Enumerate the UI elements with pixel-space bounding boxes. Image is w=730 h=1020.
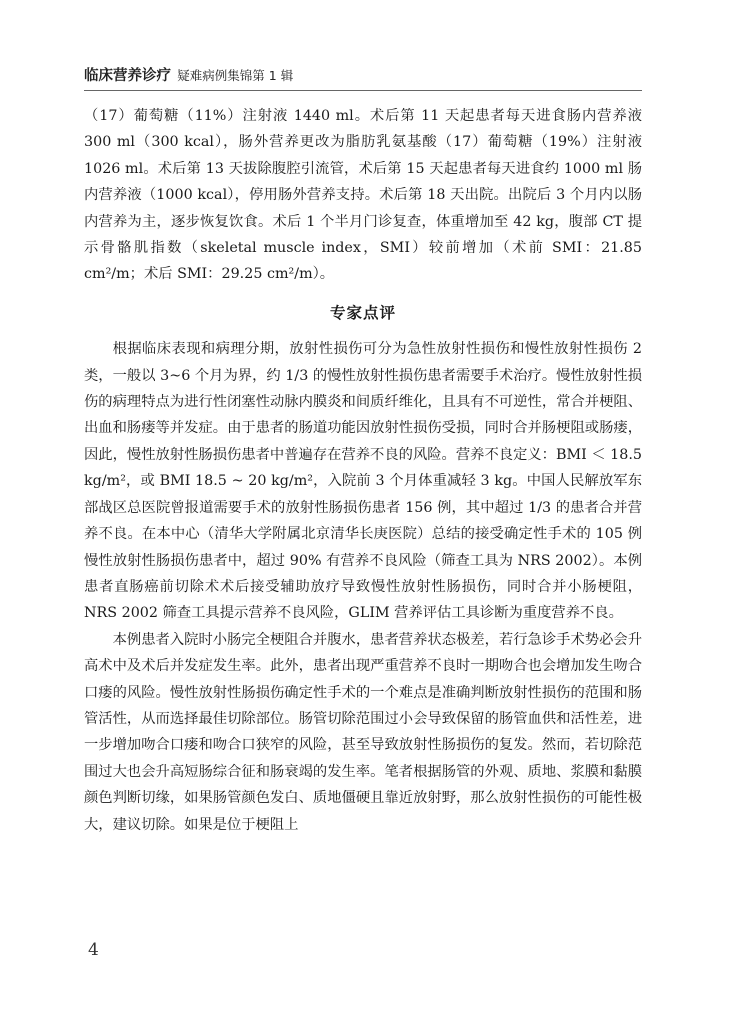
page-body [84, 103, 642, 838]
paragraph-expert-comment-2: 本例患者入院时小肠完全梗阻合并腹水，患者营养状态极差，若行急诊手术势必会升高术中及术后并发症发生率。此外，患者出现严重营养不良时一期吻合也会增加发生吻合口瘘的风险。慢性放射性肠损伤确定性手术的一个难点是准确判断放射性损伤的范围和肠管活性，从而选择最佳切除部位。肠管切除范围过小会导致保留的肠管血供和活性差，进一步增加吻合口瘘和吻合口狭窄的风险，甚至导致放射性肠损伤的复发。然而，若切除范围过大也会升高短肠综合征和肠衰竭的发生率。笔者根据肠管的外观、质地、浆膜和黏膜颜色判断切缘，如果肠管颜色发白、质地僵硬且靠近放射野，那么放射性损伤的可能性极大，建议切除。如果是位于梗阻上 [84, 631, 642, 833]
book-subtitle: 疑难病例集锦第 1 辑 [177, 68, 294, 83]
book-title: 临床营养诊疗 [84, 68, 171, 84]
running-header [84, 64, 293, 85]
paragraph-continuation: （17）葡萄糖（11%）注射液 1440 ml。术后第 11 天起患者每天进食肠内营养液 300 ml（300 kcal），肠外营养更改为脂肪乳氨基酸（17）葡萄糖（19%）注射液 1026 ml。术后第 13 天拔除腹腔引流管，术后第 15 天起患者每天进食约 1000 ml 肠内营养液（1000 kcal），停用肠外营养支持。术后第 18 天出院。出院后 3 个月内以肠内营养为主，逐步恢复饮食。术后 1 个半月门诊复查，体重增加至 42 kg，腹部 CT 提示骨骼肌指数（skeletal muscle index，SMI）较前增加（术前 SMI：21.85 cm²/m；术后 SMI：29.25 cm²/m）。 [84, 108, 643, 283]
header-divider [84, 90, 642, 91]
paragraph-expert-comment-1: 根据临床表现和病理分期，放射性损伤可分为急性放射性损伤和慢性放射性损伤 2 类，一般以 3~6 个月为界，约 1/3 的慢性放射性损伤患者需要手术治疗。慢性放射性损伤的病理特点为进行性闭塞性动脉内膜炎和间质纤维化，且具有不可逆性，常合并梗阻、出血和肠瘘等并发症。由于患者的肠道功能因放射性损伤受损，同时合并肠梗阻或肠瘘，因此，慢性放射性肠损伤患者中普遍存在营养不良的风险。营养不良定义：BMI ＜ 18.5 kg/m²，或 BMI 18.5 ~ 20 kg/m²，入院前 3 个月体重减轻 3 kg。中国人民解放军东部战区总医院曾报道需要手术的放射性肠损伤患者 156 例，其中超过 1/3 的患者合并营养不良。在本中心（清华大学附属北京清华长庚医院）总结的接受确定性手术的 105 例慢性放射性肠损伤患者中，超过 90% 有营养不良风险（筛查工具为 NRS 2002）。本例患者直肠癌前切除术术后接受辅助放疗导致慢性放射性肠损伤，同时合并小肠梗阻，NRS 2002 筛查工具提示营养不良风险，GLIM 营养评估工具诊断为重度营养不良。 [84, 341, 642, 622]
section-title: 专家点评 [329, 303, 396, 322]
page-number: 4 [88, 940, 99, 960]
